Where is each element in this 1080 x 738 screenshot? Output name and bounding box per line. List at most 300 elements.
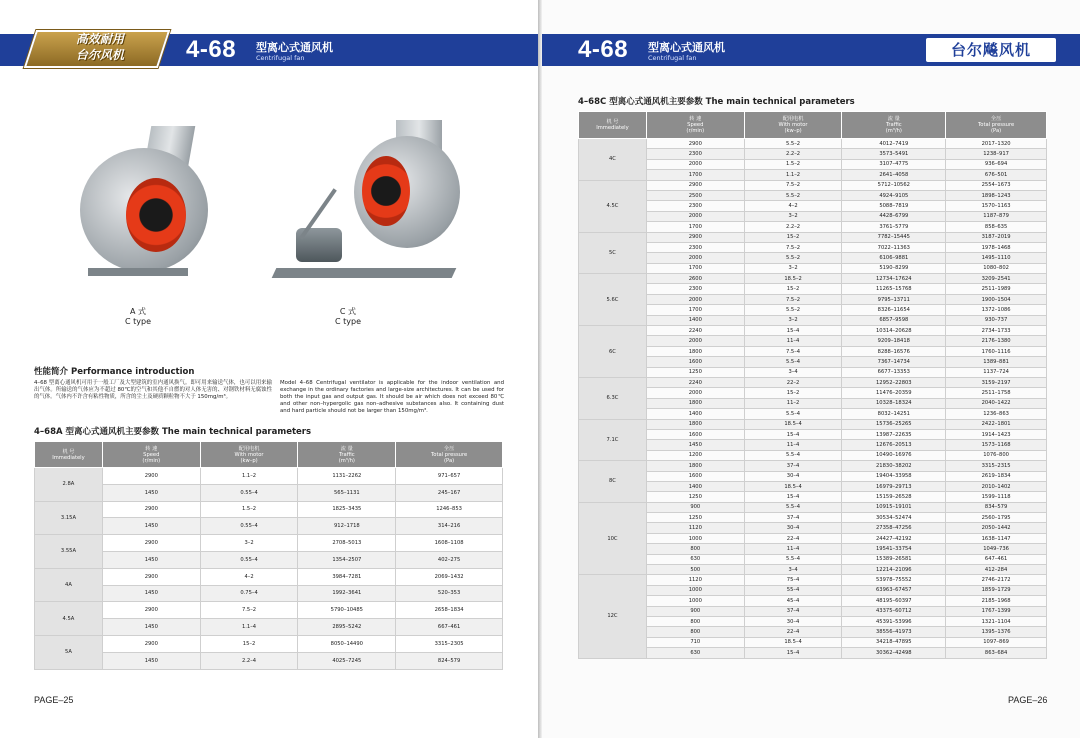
col-model: 机 号 Immediately: [35, 442, 103, 468]
motor-cell: 7.5–2: [744, 180, 842, 190]
col-speed: 转 速 Speed (r/min): [102, 442, 200, 468]
traffic-cell: 4924–9105: [842, 190, 946, 200]
speed-cell: 1400: [646, 481, 744, 491]
table-row: [35, 585, 503, 602]
table-row: [579, 253, 1047, 263]
pressure-cell: 3209–2541: [946, 274, 1047, 284]
traffic-cell: 4428–6799: [842, 211, 946, 221]
motor-cell: 3–2: [200, 535, 298, 552]
pressure-cell: 1760–1116: [946, 346, 1047, 356]
pressure-cell: 1395–1376: [946, 627, 1047, 637]
motor-cell: 5.5–4: [744, 450, 842, 460]
table-row: [579, 232, 1047, 242]
table-row: [579, 305, 1047, 315]
motor-cell: 2.2–2: [744, 149, 842, 159]
pressure-cell: 2422–1801: [946, 419, 1047, 429]
speed-cell: 1450: [102, 484, 200, 501]
traffic-cell: 15736–25265: [842, 419, 946, 429]
col-traffic: 流 量 Traffic (m³/h): [298, 442, 396, 468]
speed-cell: 2300: [646, 242, 744, 252]
speed-cell: 1800: [646, 398, 744, 408]
speed-cell: 2900: [102, 635, 200, 652]
speed-cell: 1600: [646, 357, 744, 367]
speed-cell: 1450: [102, 551, 200, 568]
speed-cell: 1700: [646, 305, 744, 315]
traffic-cell: 63963–67457: [842, 585, 946, 595]
motor-cell: 0.55–4: [200, 551, 298, 568]
pressure-cell: 520–353: [396, 585, 503, 602]
motor-cell: 1.1–4: [200, 619, 298, 636]
speed-cell: 2600: [646, 274, 744, 284]
pressure-cell: 2511–1989: [946, 284, 1047, 294]
table-row: [579, 637, 1047, 647]
traffic-cell: 5088–7819: [842, 201, 946, 211]
speed-cell: 1450: [102, 652, 200, 669]
intro-text-en: Model 4–68 Centrifugal ventilator is applicable for the indoor ventilation and exchange in the ordinary factories and large-size architectures. It can be used for both the input gas and output gas. It should be air which does not exceed 80℃ and other non–hypergolic gas non–adhesive substances also. It containing dust and hard particle should not be larger than 150mg/m³.: [280, 380, 504, 414]
traffic-cell: 16979–29713: [842, 481, 946, 491]
table-row: [579, 606, 1047, 616]
pressure-cell: 676–501: [946, 170, 1047, 180]
table-header-row-c: [579, 112, 1047, 139]
fan-c-base: [272, 268, 457, 278]
fan-c-caption-en: C type: [335, 317, 361, 326]
table-row: [35, 602, 503, 619]
pressure-cell: 1599–1118: [946, 492, 1047, 502]
speed-cell: 1250: [646, 492, 744, 502]
motor-cell: 3–2: [744, 211, 842, 221]
motor-cell: 37–4: [744, 606, 842, 616]
speed-cell: 2000: [646, 159, 744, 169]
traffic-cell: 5712–10562: [842, 180, 946, 190]
fan-a-caption-cn: A 式: [129, 307, 146, 316]
traffic-cell: 15159–26528: [842, 492, 946, 502]
speed-cell: 2900: [102, 602, 200, 619]
motor-cell: 2.2–2: [744, 222, 842, 232]
traffic-cell: 6677–13353: [842, 367, 946, 377]
motor-cell: 18.5–4: [744, 481, 842, 491]
motor-cell: 37–4: [744, 513, 842, 523]
pressure-cell: 2658–1834: [396, 602, 503, 619]
traffic-cell: 38556–41973: [842, 627, 946, 637]
speed-cell: 2900: [102, 568, 200, 585]
motor-cell: 45–4: [744, 596, 842, 606]
traffic-cell: 10328–18324: [842, 398, 946, 408]
page-title-cn-right: 型离心式通风机: [648, 41, 725, 54]
traffic-cell: 912–1718: [298, 518, 396, 535]
pressure-cell: 1608–1108: [396, 535, 503, 552]
table-row: [579, 326, 1047, 336]
table-row: [579, 180, 1047, 190]
speed-cell: 1000: [646, 585, 744, 595]
pressure-cell: 1898–1243: [946, 190, 1047, 200]
motor-cell: 18.5–2: [744, 274, 842, 284]
fan-c-inlet: [362, 156, 410, 226]
pressure-cell: 402–275: [396, 551, 503, 568]
motor-cell: 11–4: [744, 440, 842, 450]
table-row: [579, 346, 1047, 356]
model-cell: 5.6C: [579, 274, 647, 326]
col-motor-c: 配用电机 With motor (kw–p): [744, 112, 842, 139]
speed-cell: 2240: [646, 326, 744, 336]
fan-a-base: [88, 268, 188, 276]
motor-cell: 18.5–4: [744, 637, 842, 647]
traffic-cell: 10915–19101: [842, 502, 946, 512]
speed-cell: 1400: [646, 409, 744, 419]
traffic-cell: 53978–75552: [842, 575, 946, 585]
traffic-cell: 45391–53996: [842, 616, 946, 626]
motor-cell: 11–2: [744, 398, 842, 408]
pressure-cell: 1137–724: [946, 367, 1047, 377]
model-cell: 4.5C: [579, 180, 647, 232]
fan-a-image: [70, 120, 220, 290]
motor-cell: 1.1–2: [200, 468, 298, 485]
table-row: [579, 201, 1047, 211]
traffic-cell: 2641–4058: [842, 170, 946, 180]
speed-cell: 900: [646, 606, 744, 616]
pressure-cell: 2069–1432: [396, 568, 503, 585]
pressure-cell: 2185–1968: [946, 596, 1047, 606]
speed-cell: 1700: [646, 170, 744, 180]
motor-cell: 0.55–4: [200, 484, 298, 501]
table-row: [35, 652, 503, 669]
col-traffic-c: 流 量 Traffic (m³/h): [842, 112, 946, 139]
speed-cell: 1600: [646, 471, 744, 481]
motor-cell: 3–4: [744, 565, 842, 575]
speed-cell: 1200: [646, 450, 744, 460]
traffic-cell: 3984–7281: [298, 568, 396, 585]
model-cell: 2.8A: [35, 468, 103, 502]
pressure-cell: 3315–2315: [946, 461, 1047, 471]
traffic-cell: 11476–20359: [842, 388, 946, 398]
traffic-cell: 43375–60712: [842, 606, 946, 616]
speed-cell: 800: [646, 544, 744, 554]
pressure-cell: 2511–1758: [946, 388, 1047, 398]
pressure-cell: 930–737: [946, 315, 1047, 325]
motor-cell: 5.5–2: [744, 253, 842, 263]
pressure-cell: 1495–1110: [946, 253, 1047, 263]
speed-cell: 1250: [646, 367, 744, 377]
page-number-right: PAGE–26: [1008, 695, 1048, 705]
pressure-cell: 863–684: [946, 648, 1047, 658]
pressure-cell: 1236–863: [946, 409, 1047, 419]
speed-cell: 2000: [646, 211, 744, 221]
speed-cell: 2240: [646, 377, 744, 387]
table-row: [579, 461, 1047, 471]
speed-cell: 710: [646, 637, 744, 647]
pressure-cell: 2050–1442: [946, 523, 1047, 533]
motor-cell: 7.5–2: [744, 242, 842, 252]
col-speed-c: 转 速 Speed (r/min): [646, 112, 744, 139]
traffic-cell: 12734–17624: [842, 274, 946, 284]
motor-cell: 37–4: [744, 461, 842, 471]
speed-cell: 1700: [646, 222, 744, 232]
pressure-cell: 3159–2197: [946, 377, 1047, 387]
speed-cell: 2900: [646, 232, 744, 242]
traffic-cell: 2895–5242: [298, 619, 396, 636]
pressure-cell: 667–461: [396, 619, 503, 636]
motor-cell: 22–2: [744, 377, 842, 387]
pressure-cell: 824–579: [396, 652, 503, 669]
table-row: [579, 648, 1047, 658]
traffic-cell: 1825–3435: [298, 501, 396, 518]
motor-cell: 11–4: [744, 544, 842, 554]
table-row: [35, 535, 503, 552]
traffic-cell: 1354–2507: [298, 551, 396, 568]
pressure-cell: 245–167: [396, 484, 503, 501]
parameters-table-c: [578, 111, 1047, 659]
traffic-cell: 27358–47256: [842, 523, 946, 533]
pressure-cell: 858–635: [946, 222, 1047, 232]
table-row: [35, 501, 503, 518]
speed-cell: 2900: [646, 180, 744, 190]
table-row: [579, 170, 1047, 180]
table-row: [579, 315, 1047, 325]
motor-cell: 7.5–2: [200, 602, 298, 619]
traffic-cell: 30362–42498: [842, 648, 946, 658]
speed-cell: 2500: [646, 190, 744, 200]
model-cell: 8C: [579, 461, 647, 503]
pressure-cell: 1900–1504: [946, 294, 1047, 304]
traffic-cell: 5190–8299: [842, 263, 946, 273]
pressure-cell: 2619–1834: [946, 471, 1047, 481]
fan-a-caption: [108, 307, 168, 327]
pressure-cell: 1080–802: [946, 263, 1047, 273]
table-row: [579, 263, 1047, 273]
slogan-badge-text: [40, 31, 160, 67]
model-cell: 5C: [579, 232, 647, 274]
model-cell: 5A: [35, 635, 103, 669]
speed-cell: 1450: [102, 518, 200, 535]
pressure-cell: 2554–1673: [946, 180, 1047, 190]
pressure-cell: 1321–1104: [946, 616, 1047, 626]
col-pressure-c: 全压 Total pressure (Pa): [946, 112, 1047, 139]
table-row: [579, 377, 1047, 387]
model-cell: 4C: [579, 139, 647, 181]
pressure-cell: 1238–917: [946, 149, 1047, 159]
motor-cell: 22–4: [744, 627, 842, 637]
traffic-cell: 12676–20513: [842, 440, 946, 450]
speed-cell: 1250: [646, 513, 744, 523]
motor-cell: 15–4: [744, 648, 842, 658]
traffic-cell: 3573–5491: [842, 149, 946, 159]
traffic-cell: 11265–15768: [842, 284, 946, 294]
traffic-cell: 5790–10485: [298, 602, 396, 619]
pressure-cell: 1767–1399: [946, 606, 1047, 616]
table-heading-a: 4–68A 型离心式通风机主要参数 The main technical parameters: [34, 427, 312, 437]
table-row: [579, 398, 1047, 408]
page-number-left: PAGE–25: [34, 695, 74, 705]
motor-cell: 0.75–4: [200, 585, 298, 602]
speed-cell: 1120: [646, 523, 744, 533]
speed-cell: 2300: [646, 201, 744, 211]
motor-cell: 5.5–2: [744, 305, 842, 315]
table-row: [579, 533, 1047, 543]
table-row: [579, 523, 1047, 533]
col-model-c: 机 号 Immediately: [579, 112, 647, 139]
table-row: [579, 513, 1047, 523]
pressure-cell: 1372–1086: [946, 305, 1047, 315]
motor-cell: 5.5–2: [744, 190, 842, 200]
model-cell: 7.1C: [579, 419, 647, 461]
motor-cell: 55–4: [744, 585, 842, 595]
motor-cell: 5.5–2: [744, 139, 842, 149]
speed-cell: 1700: [646, 263, 744, 273]
fan-c-image: [266, 118, 466, 298]
table-row: [579, 222, 1047, 232]
table-row: [579, 409, 1047, 419]
fan-c-caption: [318, 307, 378, 327]
page-title-cn: 型离心式通风机: [256, 41, 333, 54]
page-title-en: Centrifugal fan: [256, 54, 305, 62]
pressure-cell: 412–284: [946, 565, 1047, 575]
table-row: [579, 565, 1047, 575]
pressure-cell: 1049–736: [946, 544, 1047, 554]
motor-cell: 5.5–4: [744, 502, 842, 512]
col-motor: 配用电机 With motor (kw–p): [200, 442, 298, 468]
motor-cell: 4–2: [200, 568, 298, 585]
pressure-cell: 1978–1468: [946, 242, 1047, 252]
model-cell: 10C: [579, 502, 647, 575]
traffic-cell: 6857–9598: [842, 315, 946, 325]
table-row: [35, 568, 503, 585]
speed-cell: 1800: [646, 419, 744, 429]
motor-cell: 3–2: [744, 315, 842, 325]
table-row: [35, 518, 503, 535]
table-row: [579, 450, 1047, 460]
page-title-en-right: Centrifugal fan: [648, 54, 697, 62]
speed-cell: 1800: [646, 461, 744, 471]
table-row: [579, 627, 1047, 637]
pressure-cell: 2010–1402: [946, 481, 1047, 491]
traffic-cell: 8288–16576: [842, 346, 946, 356]
speed-cell: 630: [646, 648, 744, 658]
model-cell: 3.55A: [35, 535, 103, 569]
speed-cell: 900: [646, 502, 744, 512]
table-row: [579, 616, 1047, 626]
traffic-cell: 19404–33958: [842, 471, 946, 481]
table-row: [579, 336, 1047, 346]
table-row: [579, 585, 1047, 595]
traffic-cell: 19541–33754: [842, 544, 946, 554]
pressure-cell: 936–694: [946, 159, 1047, 169]
traffic-cell: 4025–7245: [298, 652, 396, 669]
motor-cell: 11–4: [744, 336, 842, 346]
motor-cell: 5.5–4: [744, 409, 842, 419]
traffic-cell: 6106–9881: [842, 253, 946, 263]
model-cell: 12C: [579, 575, 647, 658]
traffic-cell: 1131–2262: [298, 468, 396, 485]
motor-cell: 5.5–4: [744, 357, 842, 367]
model-cell: 6.3C: [579, 377, 647, 419]
speed-cell: 2300: [646, 149, 744, 159]
table-row: [579, 149, 1047, 159]
pressure-cell: 971–657: [396, 468, 503, 485]
table-row: [579, 294, 1047, 304]
parameters-table-a: [34, 441, 503, 670]
model-number: 4-68: [186, 36, 237, 63]
model-cell: 6C: [579, 326, 647, 378]
pressure-cell: 2017–1320: [946, 139, 1047, 149]
table-row: [579, 596, 1047, 606]
fan-c-caption-cn: C 式: [339, 307, 357, 316]
motor-cell: 15–2: [744, 388, 842, 398]
pressure-cell: 314–216: [396, 518, 503, 535]
pressure-cell: 3187–2019: [946, 232, 1047, 242]
speed-cell: 500: [646, 565, 744, 575]
traffic-cell: 15389–26581: [842, 554, 946, 564]
table-heading-c: 4–68C 型离心式通风机主要参数 The main technical parameters: [578, 97, 855, 107]
model-cell: 3.15A: [35, 501, 103, 535]
traffic-cell: 10490–16976: [842, 450, 946, 460]
motor-cell: 4–2: [744, 201, 842, 211]
traffic-cell: 8326–11654: [842, 305, 946, 315]
table-row: [35, 635, 503, 652]
pressure-cell: 1859–1729: [946, 585, 1047, 595]
table-row: [579, 388, 1047, 398]
pressure-cell: 1570–1163: [946, 201, 1047, 211]
table-row: [579, 471, 1047, 481]
table-row: [35, 551, 503, 568]
traffic-cell: 9209–18418: [842, 336, 946, 346]
speed-cell: 2000: [646, 336, 744, 346]
speed-cell: 1600: [646, 429, 744, 439]
speed-cell: 2000: [646, 253, 744, 263]
traffic-cell: 7782–15445: [842, 232, 946, 242]
motor-cell: 75–4: [744, 575, 842, 585]
pressure-cell: 2746–2172: [946, 575, 1047, 585]
traffic-cell: 34218–47895: [842, 637, 946, 647]
speed-cell: 1120: [646, 575, 744, 585]
speed-cell: 2300: [646, 284, 744, 294]
pressure-cell: 2560–1795: [946, 513, 1047, 523]
col-pressure: 全压 Total pressure (Pa): [396, 442, 503, 468]
pressure-cell: 2734–1733: [946, 326, 1047, 336]
traffic-cell: 24427–42192: [842, 533, 946, 543]
table-row: [579, 544, 1047, 554]
table-row: [579, 367, 1047, 377]
table-row: [579, 481, 1047, 491]
motor-cell: 1.1–2: [744, 170, 842, 180]
traffic-cell: 12214–21096: [842, 565, 946, 575]
table-row: [35, 468, 503, 485]
motor-cell: 30–4: [744, 523, 842, 533]
motor-cell: 30–4: [744, 616, 842, 626]
table-row: [35, 619, 503, 636]
motor-cell: 15–2: [744, 232, 842, 242]
pressure-cell: 1914–1423: [946, 429, 1047, 439]
motor-cell: 1.5–2: [744, 159, 842, 169]
speed-cell: 1800: [646, 346, 744, 356]
motor-cell: 22–4: [744, 533, 842, 543]
table-row: [579, 575, 1047, 585]
traffic-cell: 30534–52474: [842, 513, 946, 523]
table-row: [579, 440, 1047, 450]
traffic-cell: 9795–13711: [842, 294, 946, 304]
table-row: [579, 190, 1047, 200]
motor-cell: 1.5–2: [200, 501, 298, 518]
speed-cell: 800: [646, 616, 744, 626]
traffic-cell: 21830–38202: [842, 461, 946, 471]
table-row: [579, 419, 1047, 429]
table-row: [579, 284, 1047, 294]
fan-a-inlet: [126, 178, 186, 252]
performance-heading: 性能简介 Performance introduction: [34, 367, 195, 377]
motor-cell: 15–4: [744, 326, 842, 336]
left-page: [0, 0, 538, 738]
speed-cell: 2900: [102, 535, 200, 552]
pressure-cell: 1573–1168: [946, 440, 1047, 450]
motor-cell: 15–4: [744, 429, 842, 439]
